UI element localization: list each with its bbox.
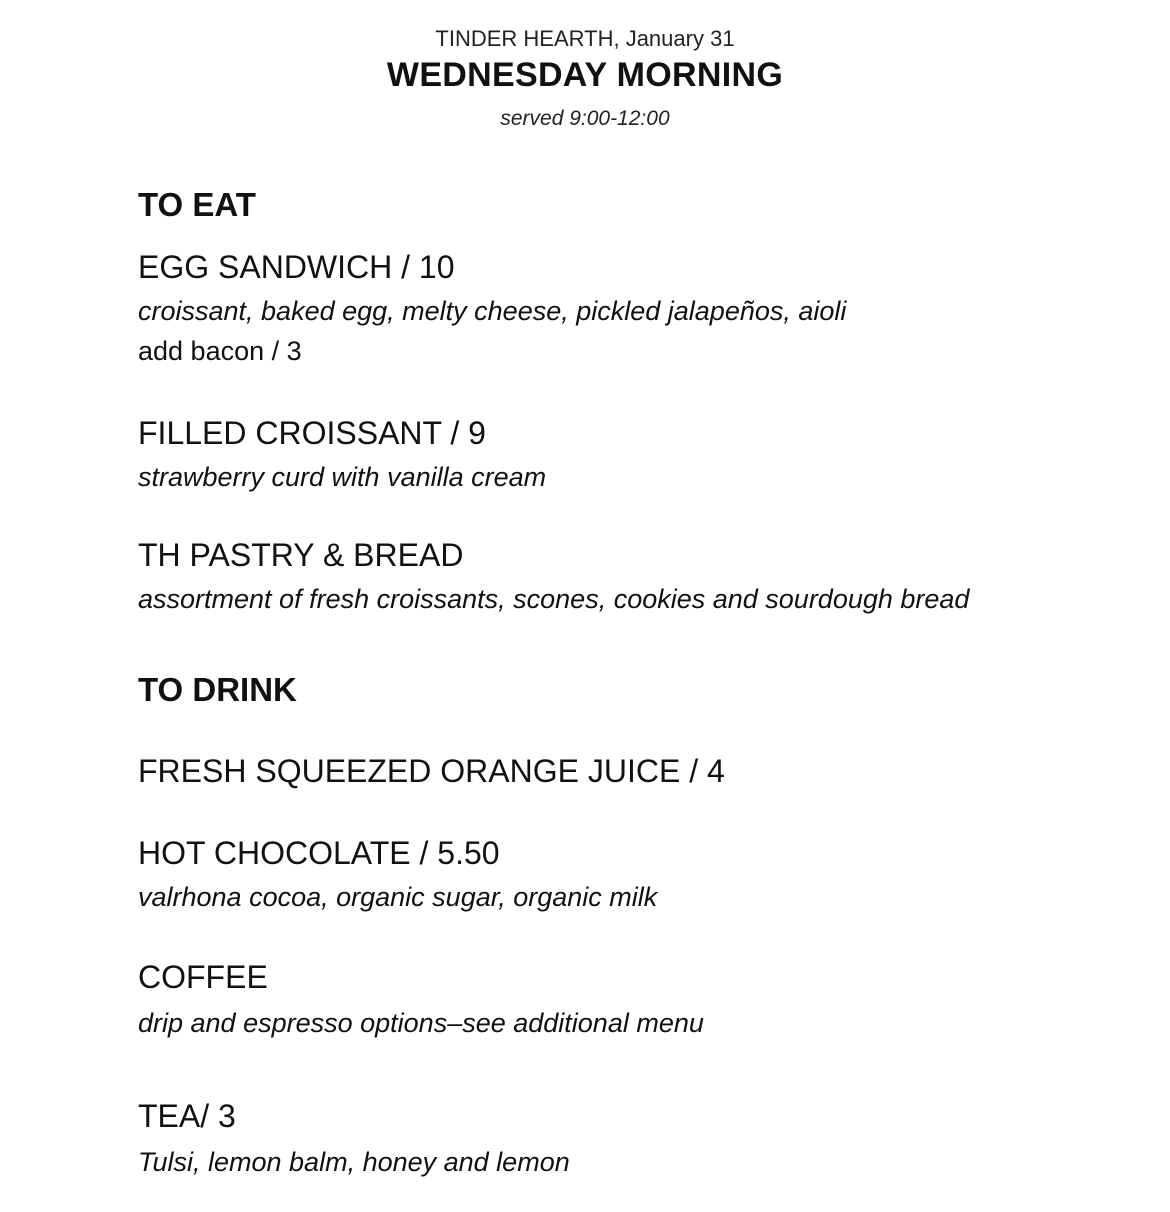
menu-item-egg-sandwich-addon: add bacon / 3 [138, 336, 302, 366]
menu-item-filled-croissant-description: strawberry curd with vanilla cream [138, 462, 547, 492]
menu-item-filled-croissant-name: FILLED CROISSANT / 9 [138, 415, 486, 451]
menu-item-coffee-description: drip and espresso options–see additional menu [138, 1008, 704, 1038]
menu-item-hot-chocolate-name: HOT CHOCOLATE / 5.50 [138, 835, 500, 871]
menu-item-pastry-bread-description: assortment of fresh croissants, scones, cookies and sourdough bread [138, 584, 970, 614]
menu-item-tea-name: TEA/ 3 [138, 1098, 236, 1134]
menu-item-coffee-name: COFFEE [138, 959, 268, 995]
menu-item-egg-sandwich-name: EGG SANDWICH / 10 [138, 249, 455, 285]
menu-item-egg-sandwich-description: croissant, baked egg, melty cheese, pickled jalapeños, aioli [138, 296, 847, 326]
section-heading-eat: TO EAT [138, 186, 256, 223]
menu-item-tea-description: Tulsi, lemon balm, honey and lemon [138, 1147, 570, 1177]
restaurant-name-date: TINDER HEARTH, January 31 [435, 26, 735, 51]
menu-item-hot-chocolate-description: valrhona cocoa, organic sugar, organic milk [138, 882, 658, 912]
menu-item-pastry-bread-name: TH PASTRY & BREAD [138, 537, 464, 573]
section-heading-drink: TO DRINK [138, 671, 297, 708]
service-hours: served 9:00-12:00 [500, 107, 670, 130]
page-title: WEDNESDAY MORNING [386, 56, 784, 94]
menu-item-orange-juice-name: FRESH SQUEEZED ORANGE JUICE / 4 [138, 753, 725, 789]
